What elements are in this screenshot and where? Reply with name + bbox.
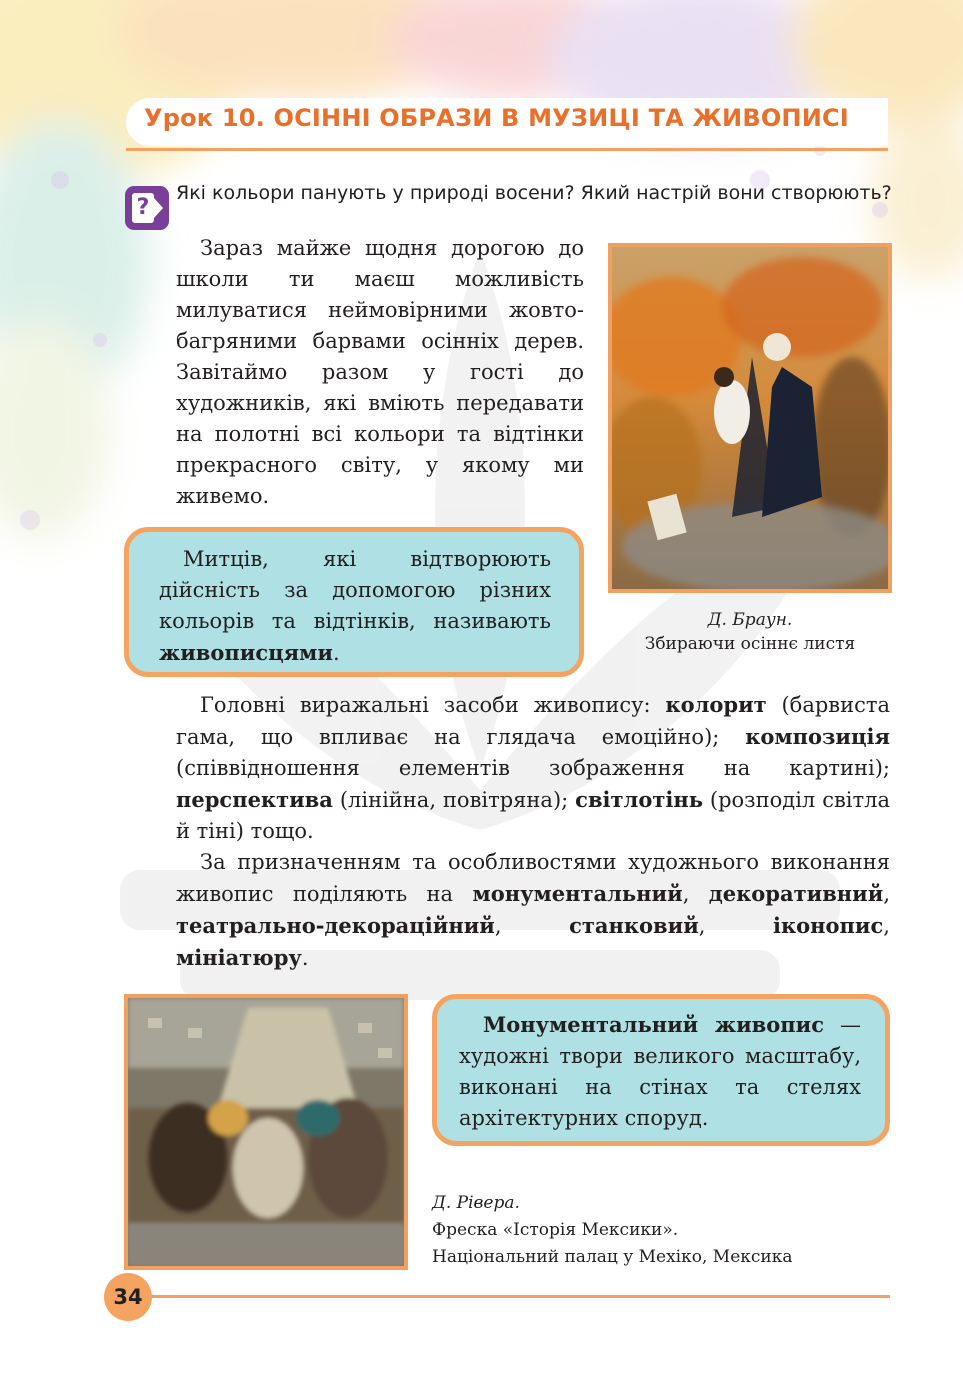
painting-author: Д. Браун. bbox=[707, 610, 793, 630]
term-colorit: колорит bbox=[665, 692, 767, 717]
types-lead: За призначенням та особливостями художнього виконання живопис поділяють на bbox=[176, 850, 890, 906]
monumental-term: Монументальний живопис bbox=[483, 1012, 824, 1037]
desc-colorit: (барвиста гама, що впливає на глядача емоційно); bbox=[176, 693, 890, 749]
type-icon-painting: іконопис bbox=[773, 913, 884, 938]
painting-title: Збираючи осіннє листя bbox=[644, 634, 856, 654]
means-lead: Головні виражальні засоби живопису: bbox=[200, 693, 666, 717]
fresco-caption bbox=[432, 1190, 912, 1271]
main-text bbox=[176, 689, 890, 974]
intro-paragraph bbox=[176, 233, 584, 512]
desc-chiaroscuro: (розподіл світла й тіні) тощо. bbox=[176, 788, 890, 843]
lesson-title: Урок 10. ОСІННІ ОБРАЗИ В МУЗИЦІ ТА ЖИВОПИСІ bbox=[144, 104, 849, 132]
means-paragraph bbox=[176, 689, 890, 847]
definition-box-painters bbox=[124, 527, 584, 677]
desc-composition: (співвідношення елементів зображення на картині); bbox=[176, 756, 890, 780]
type-monumental: монументальний bbox=[472, 881, 683, 906]
type-theatrical: театрально-декораційний bbox=[176, 913, 495, 938]
monumental-definition: — художні твори великого масштабу, виконані на стінах та стелях архітектурних споруд. bbox=[459, 1013, 861, 1130]
term-chiaroscuro: світлотінь bbox=[575, 787, 703, 812]
term-composition: композиція bbox=[745, 724, 890, 749]
desc-perspective: (лінійна, повітряна); bbox=[332, 788, 576, 812]
sep: , bbox=[682, 882, 709, 906]
definition-term: живописцями bbox=[159, 640, 333, 665]
fresco-image bbox=[128, 998, 404, 1266]
intro-text: Зараз майже щодня дорогою до школи ти маєш можливість милуватися неймовірними жовто-багряними барвами осінніх дерев. Завітаймо разом у гості до художників, які вміють передавати на полотні всі кольори та відтінки прекрасного світу, у якому ми живемо. bbox=[176, 236, 584, 508]
fresco-author: Д. Рівера. bbox=[432, 1193, 520, 1213]
sep: , bbox=[494, 914, 570, 938]
title-underline bbox=[126, 148, 888, 151]
type-decorative: декоративний bbox=[708, 881, 884, 906]
question-text: Які кольори панують у природі восени? Який настрій вони створюють? bbox=[176, 182, 892, 204]
types-end: . bbox=[301, 946, 309, 970]
definition-box-monumental bbox=[432, 994, 890, 1146]
sep: , bbox=[883, 914, 890, 938]
type-miniature: мініатюру bbox=[176, 945, 302, 970]
sep: , bbox=[698, 914, 774, 938]
sep: , bbox=[883, 882, 890, 906]
definition-text: Митців, які відтворюють дійсність за допомогою різних кольорів та відтінків, називають bbox=[159, 547, 551, 633]
footer-line bbox=[126, 1295, 890, 1298]
page-number: 34 bbox=[104, 1273, 152, 1321]
fresco-title: Фреска «Історія Мексики». bbox=[432, 1220, 679, 1240]
fresco-location: Національний палац у Мехіко, Мексика bbox=[432, 1247, 793, 1267]
types-paragraph bbox=[176, 847, 890, 974]
term-perspective: перспектива bbox=[176, 787, 333, 812]
autumn-painting-image bbox=[612, 247, 888, 589]
painting-caption bbox=[600, 608, 900, 656]
type-easel: станковий bbox=[569, 913, 699, 938]
question-mark-icon: ? bbox=[125, 186, 169, 230]
definition-end: . bbox=[332, 641, 340, 665]
